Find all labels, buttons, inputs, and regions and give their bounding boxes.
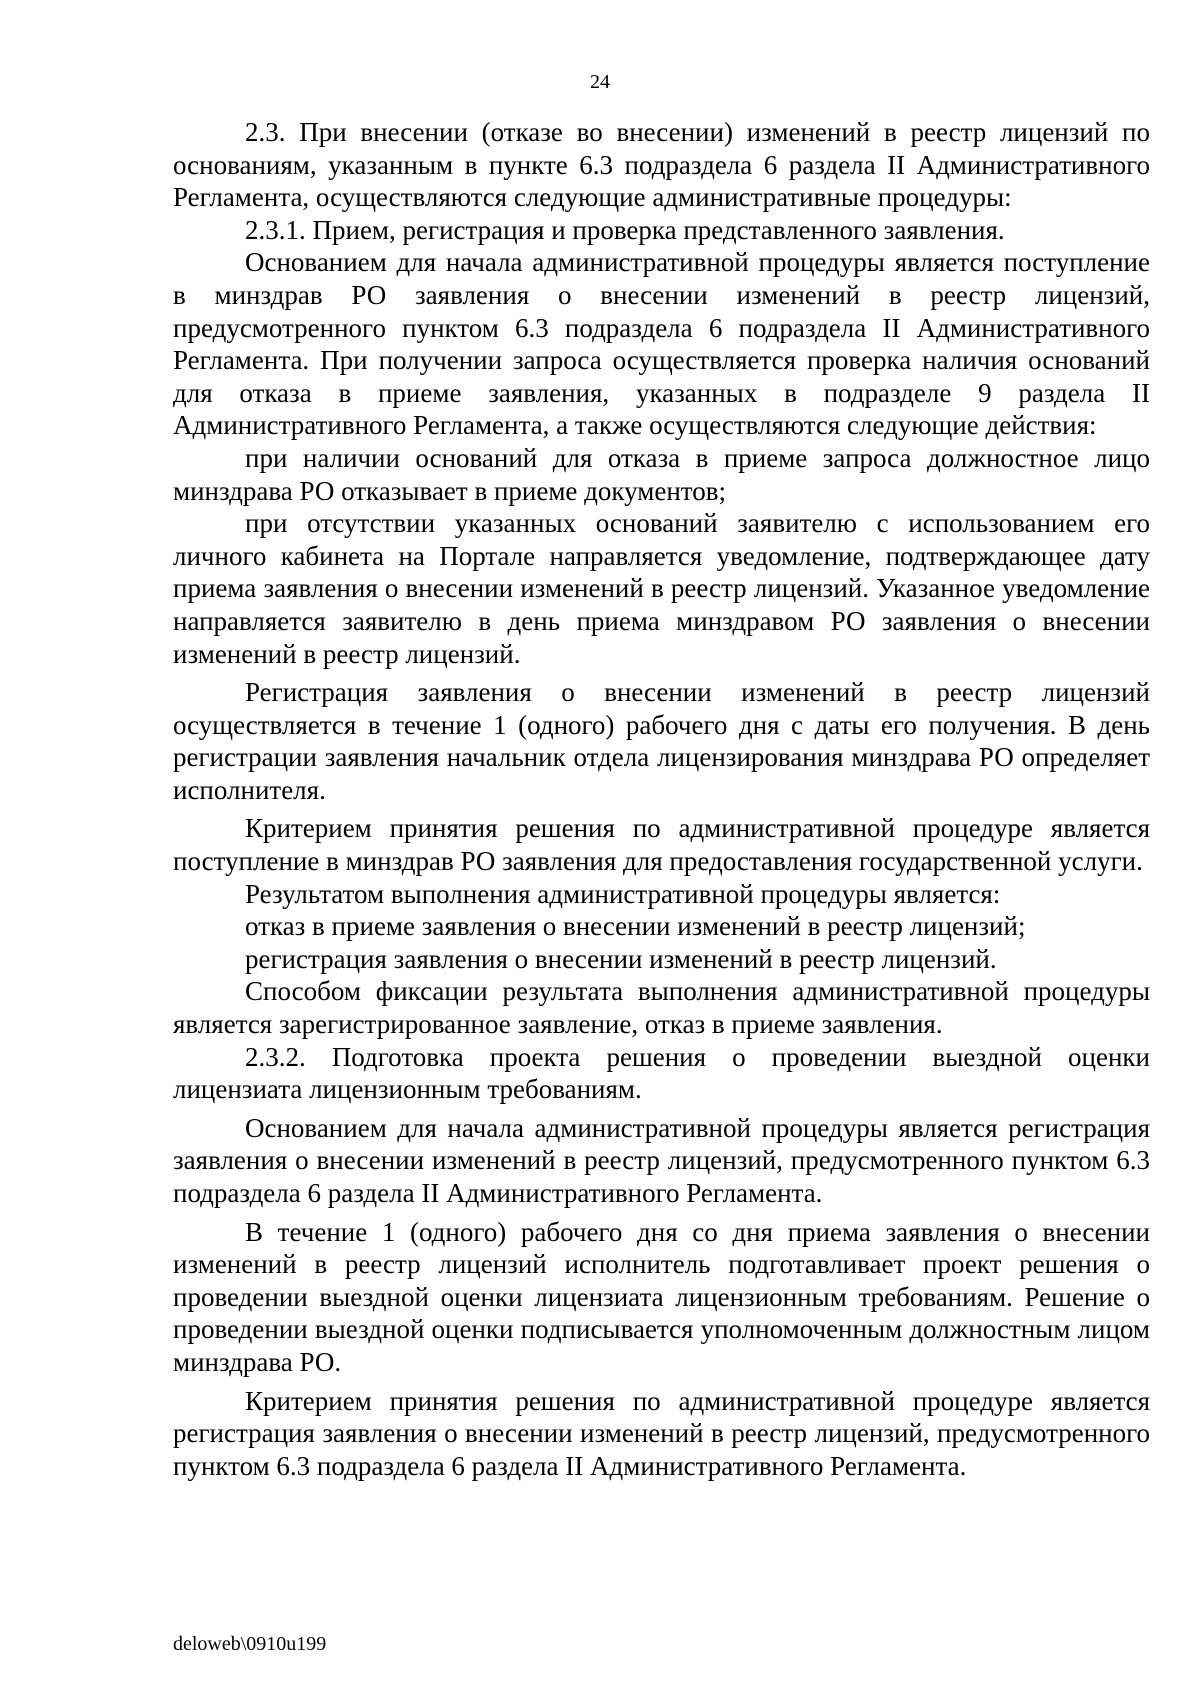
paragraph: Основанием для начала административной процедуры является регистрация заявления о внесении изменений в реестр лицензий, предусмотренного пунктом 6.3 подраздела 6 раздела II Административного Регламента. xyxy=(173,1112,1150,1208)
paragraph: Критерием принятия решения по административной процедуре является регистрация заявления о внесении изменений в реестр лицензий, предусмотренного пунктом 6.3 подраздела 6 раздела II Административного Регламента. xyxy=(173,1385,1150,1481)
paragraph: 2.3.1. Прием, регистрация и проверка представленного заявления. xyxy=(245,214,1005,245)
paragraph: отказ в приеме заявления о внесении изменений в реестр лицензий; xyxy=(245,911,1026,942)
document-body xyxy=(173,116,1150,1482)
paragraph: В течение 1 (одного) рабочего дня со дня приема заявления о внесении изменений в реестр лицензий исполнитель подготавливает проект решения о проведении выездной оценки лицензиата лицензионным требованиям. Решение о проведении выездной оценки подписывается уполномоченным должностным лицом минздрава РО. xyxy=(173,1216,1150,1377)
paragraph: Критерием принятия решения по административной процедуре является поступление в минздрав РО заявления для предоставления государственной услуги. xyxy=(173,813,1150,877)
paragraph: 2.3.2. Подготовка проекта решения о проведении выездной оценки лицензиата лицензионным требованиям. xyxy=(173,1041,1150,1105)
footer-document-code: deloweb\0910u199 xyxy=(173,1633,327,1655)
paragraph: Результатом выполнения административной процедуры является: xyxy=(245,878,1001,909)
paragraph: при отсутствии указанных оснований заявителю с использованием его личного кабинета на Портале направляется уведомление, подтверждающее дату приема заявления о внесении изменений в реестр лицензий. Указанное уведомление направляется заявителю в день приема минздравом РО заявления о внесении изменений в реестр лицензий. xyxy=(173,508,1150,669)
paragraph: регистрация заявления о внесении изменений в реестр лицензий. xyxy=(245,943,997,974)
paragraph: Основанием для начала административной процедуры является поступление в минздрав РО заявления о внесении изменений в реестр лицензий, предусмотренного пунктом 6.3 подраздела 6 подраздела II Административного Регламента. При получении запроса осуществляется проверка наличия оснований для отказа в приеме заявления, указанных в подразделе 9 раздела II Административного Регламента, а также осуществляются следующие действия: xyxy=(173,247,1150,441)
paragraph: 2.3. При внесении (отказе во внесении) изменений в реестр лицензий по основаниям, указанным в пункте 6.3 подраздела 6 раздела II Административного Регламента, осуществляются следующие административные процедуры: xyxy=(173,117,1150,213)
page-number: 24 xyxy=(590,71,610,93)
paragraph: Способом фиксации результата выполнения административной процедуры является зарегистрированное заявление, отказ в приеме заявления. xyxy=(173,976,1150,1040)
paragraph: Регистрация заявления о внесении изменений в реестр лицензий осуществляется в течение 1 (одного) рабочего дня с даты его получения. В день регистрации заявления начальник отдела лицензирования минздрава РО определяет исполнителя. xyxy=(173,677,1150,805)
paragraph: при наличии оснований для отказа в приеме запроса должностное лицо минздрава РО отказывает в приеме документов; xyxy=(173,442,1150,506)
